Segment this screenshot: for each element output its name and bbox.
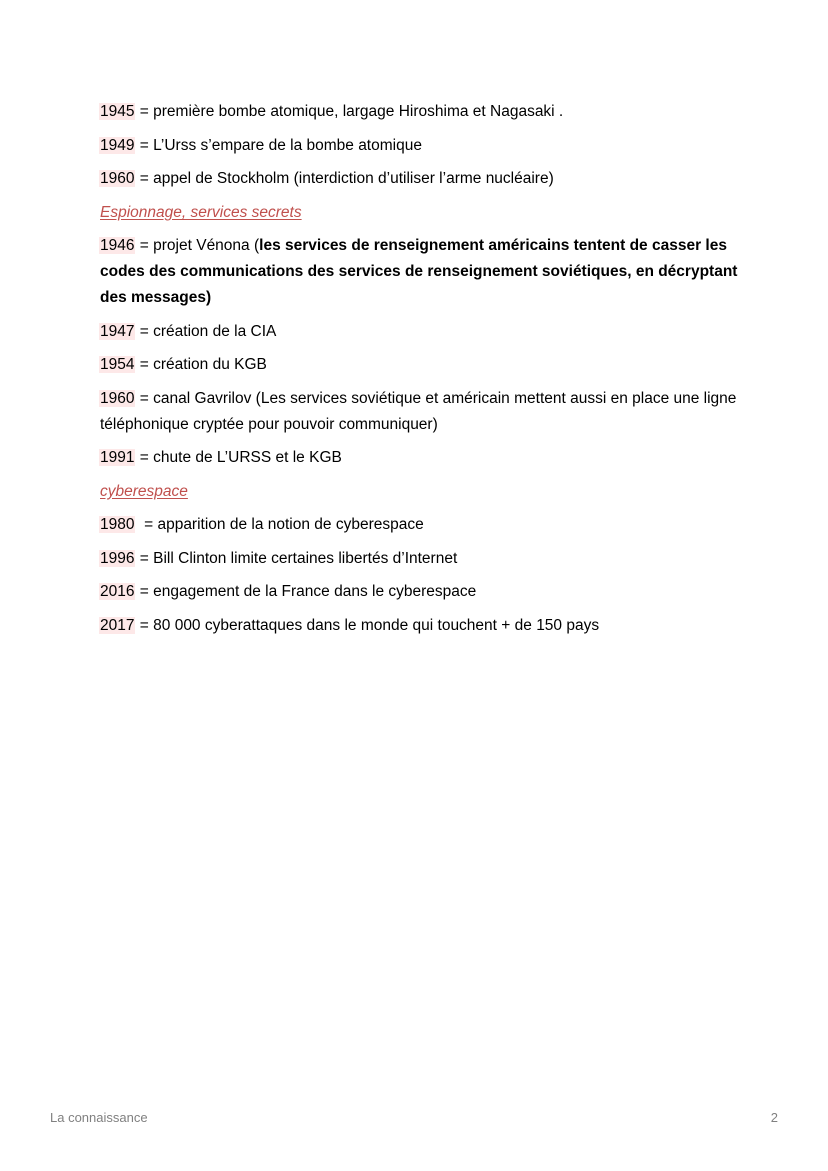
entry-bold-text: les services de renseignement américains tentent de casser les codes des communications des services de renseignement soviétiques, en décryptant des messages) [100,237,738,306]
footer-page-number: 2 [770,1110,778,1125]
timeline-entry-1960-gavrilov [100,386,740,438]
entry-year: 1954 [100,356,135,373]
section-heading-espionnage: Espionnage, services secrets [100,203,302,221]
entry-text: = apparition de la notion de cyberespace [135,516,424,533]
entry-text: = création du KGB [135,356,267,373]
entry-text: = première bombe atomique, largage Hiroshima et Nagasaki . [135,103,564,120]
entry-text: = engagement de la France dans le cyberespace [135,583,477,600]
entry-text: = appel de Stockholm (interdiction d’utiliser l’arme nucléaire) [135,170,554,187]
entry-text: = chute de L’URSS et le KGB [135,449,342,466]
timeline-entry-1960-stockholm [100,166,740,192]
timeline-entry-1945 [100,99,740,125]
timeline-entry-2017 [100,613,740,639]
entry-text: = projet Vénona ( [135,237,260,254]
entry-text: = 80 000 cyberattaques dans le monde qui touchent + de 150 pays [135,616,600,634]
entry-text: = L’Urss s’empare de la bombe atomique [135,136,422,154]
timeline-entry-1996 [100,546,740,572]
entry-year: 1949 [100,136,135,154]
timeline-entry-1949 [100,133,740,159]
section-heading-cyberespace: cyberespace [100,482,188,500]
entry-text: = création de la CIA [135,322,277,340]
timeline-entry-1946-venona [100,233,740,311]
entry-year: 1960 [100,389,135,407]
entry-year: 1947 [100,322,135,340]
entry-text: = canal Gavrilov (Les services soviétique et américain mettent aussi en place une ligne téléphonique cryptée pour pouvoir communiquer) [100,389,737,433]
entry-year: 1946 [100,237,135,254]
timeline-entry-1980 [100,512,740,538]
entry-year: 1996 [100,549,135,567]
timeline-entry-1947 [100,319,740,345]
entry-year: 1980 [100,516,135,533]
entry-text: = Bill Clinton limite certaines libertés d’Internet [135,549,458,567]
timeline-entry-2016 [100,579,740,605]
timeline-entry-1954 [100,352,740,378]
entry-year: 2017 [100,616,135,634]
entry-year: 1960 [100,170,135,187]
entry-year: 1991 [100,449,135,466]
entry-year: 2016 [100,583,135,600]
footer-title: La connaissance [50,1110,148,1125]
document-body [100,99,740,646]
entry-year: 1945 [100,103,135,120]
timeline-entry-1991 [100,445,740,471]
